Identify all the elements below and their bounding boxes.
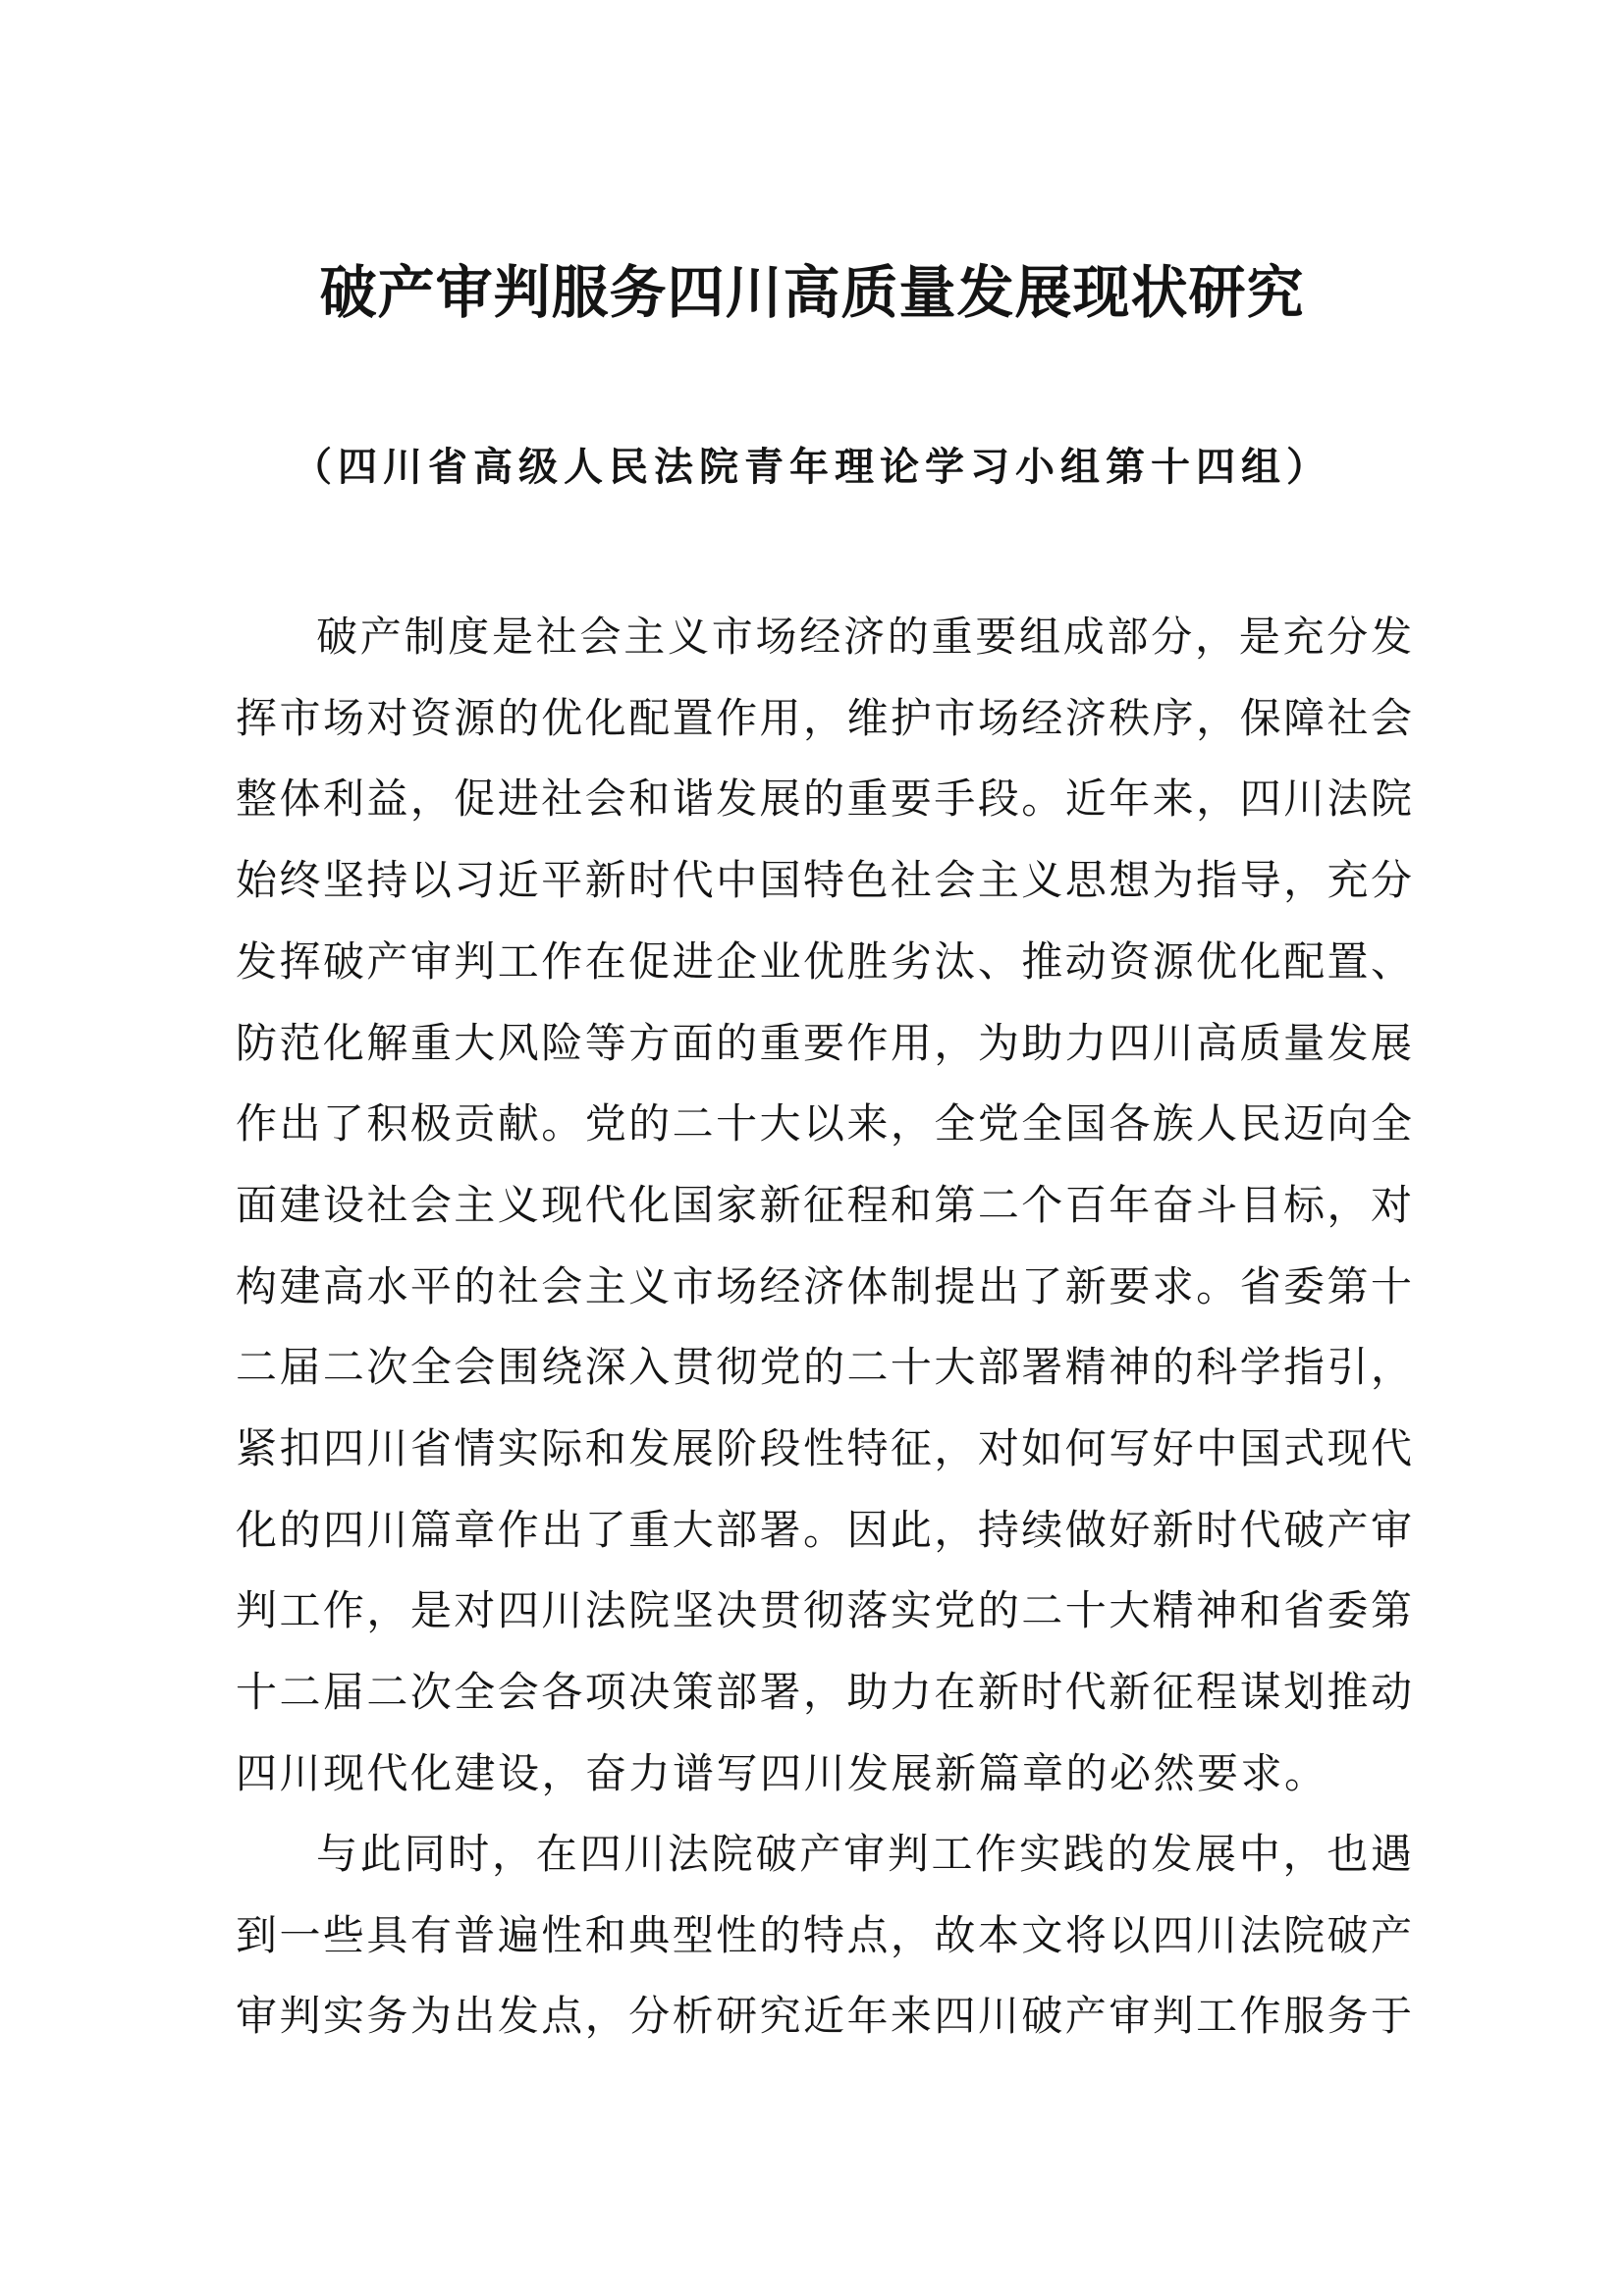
- paragraph-line: 破产制度是社会主义市场经济的重要组成部分，是充分发: [316, 613, 1412, 661]
- paragraph-line: 面建设社会主义现代化国家新征程和第二个百年奋斗目标，对: [236, 1180, 1412, 1229]
- paragraph-line: 整体利益，促进社会和谐发展的重要手段。近年来，四川法院: [236, 774, 1412, 824]
- paragraph-line: 十二届二次全会各项决策部署，助力在新时代新征程谋划推动: [236, 1668, 1412, 1717]
- paragraph-line: 二届二次全会围绕深入贯彻党的二十大部署精神的科学指引，: [236, 1343, 1412, 1392]
- paragraph-line: 构建高水平的社会主义市场经济体制提出了新要求。省委第十: [236, 1261, 1412, 1310]
- paragraph-line: 发挥破产审判工作在促进企业优胜劣汰、推动资源优化配置、: [236, 936, 1412, 986]
- paragraph-line: 化的四川篇章作出了重大部署。因此，持续做好新时代破产审: [236, 1505, 1412, 1554]
- paragraph-line: 审判实务为出发点，分析研究近年来四川破产审判工作服务于: [236, 1992, 1412, 2041]
- paragraph-line: 四川现代化建设，奋力谱写四川发展新篇章的必然要求。: [236, 1748, 1328, 1797]
- paragraph-line: 挥市场对资源的优化配置作用，维护市场经济秩序，保障社会: [236, 693, 1412, 742]
- paragraph-line: 防范化解重大风险等方面的重要作用，为助力四川高质量发展: [236, 1018, 1412, 1067]
- document-subtitle: （四川省高级人民法院青年理论学习小组第十四组）: [293, 444, 1331, 490]
- paragraph-line: 与此同时，在四川法院破产审判工作实践的发展中，也遇: [316, 1830, 1412, 1878]
- paragraph-line: 作出了积极贡献。党的二十大以来，全党全国各族人民迈向全: [236, 1099, 1412, 1148]
- paragraph-line: 紧扣四川省情实际和发展阶段性特征，对如何写好中国式现代: [236, 1424, 1412, 1472]
- paragraph-line: 到一些具有普遍性和典型性的特点，故本文将以四川法院破产: [236, 1910, 1412, 1959]
- paragraph-line: 始终坚持以习近平新时代中国特色社会主义思想为指导，充分: [236, 856, 1412, 905]
- paragraph-line: 判工作，是对四川法院坚决贯彻落实党的二十大精神和省委第: [236, 1586, 1412, 1635]
- document-title: 破产审判服务四川高质量发展现状研究: [319, 259, 1305, 326]
